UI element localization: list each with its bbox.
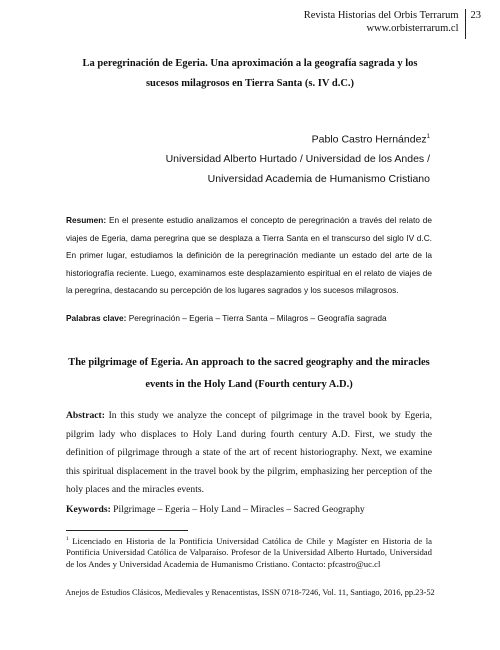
abstract-label: Abstract: [66,410,105,421]
palabras-clave-text: Peregrinación – Egeria – Tierra Santa – Milagros – Geografía sagrada [126,313,387,323]
author-name-line [166,128,430,150]
running-header [304,9,481,39]
keywords-text: Pilgrimage – Egeria – Holy Land – Miracles – Sacred Geography [110,504,365,515]
resumen-text: En el presente estudio analizamos el concepto de peregrinación a través del relato de viajes de Egeria, dama peregrina que se desplaza a Tierra Santa en el transcurso del siglo IV d.C. En primer lugar, estudiamos la definición de la peregrinación mediante un estado del arte de la historiografía reciente. Luego, examinamos este desplazamiento espiritual en el relato de viajes de la peregrina, destacando su percepción de los lugares sagrados y los sucesos milagrosos. [66,215,432,295]
spanish-title [70,54,430,94]
author-affiliation-1: Universidad Alberto Hurtado / Universidad de los Andes / [165,153,430,165]
journal-url: www.orbisterrarum.cl [366,23,459,34]
palabras-clave-label: Palabras clave: [66,313,127,323]
abstract-paragraph [66,407,432,500]
author-block [166,128,430,189]
footnote-marker: 1 [66,536,69,542]
author-name: Pablo Castro Hernández [311,133,427,146]
page-number: 23 [470,10,481,21]
footnote-divider [66,530,188,531]
abstract-text: In this study we analyze the concept of pilgrimage in the travel book by Egeria, pilgrim lady who displaces to Holy Land during fourth century A.D. First, we study the definition of pilgrimage through a state of the art of recent historiography. Next, we examine this spiritual displacement in the travel book by the pilgrim, emphasizing her perception of the holy places and the miracles events. [66,410,432,495]
page-footer-citation: Anejos de Estudios Clásicos, Medievales y Renacentistas, ISSN 0718-7246, Vol. 11, Santiago, 2016, pp.23-52 [65,588,435,597]
footnote-text: Licenciado en Historia de la Pontificia Universidad Católica de Chile y Magíster en Historia de la Pontificia Universidad Católica de Valparaíso. Profesor de la Universidad Alberto Hurtado, Universidad de los Andes y Universidad Academia de Humanismo Cristiano. Contacto: pfcastro@uc.cl [66,535,432,569]
spanish-title-line-1: La peregrinación de Egeria. Una aproximación a la geografía sagrada y los [82,58,418,69]
keywords-label: Keywords: [66,504,111,515]
author-affiliation-2: Universidad Academia de Humanismo Cristiano [207,172,430,185]
resumen-paragraph [66,212,432,300]
author-footnote-marker: 1 [426,134,430,140]
palabras-clave-paragraph [66,310,432,328]
keywords-paragraph [66,503,432,517]
english-title-line-2: events in the Holy Land (Fourth century A.D.) [145,379,353,390]
english-title-line-1: The pilgrimage of Egeria. An approach to the sacred geography and the miracles [68,357,430,368]
spanish-title-line-2: sucesos milagrosos en Tierra Santa (s. IV d.C.) [145,78,355,89]
footnote [66,534,432,570]
english-title [66,352,432,396]
resumen-label: Resumen: [66,215,107,225]
journal-info [304,9,465,35]
journal-title: Revista Historias del Orbis Terrarum [303,10,459,21]
